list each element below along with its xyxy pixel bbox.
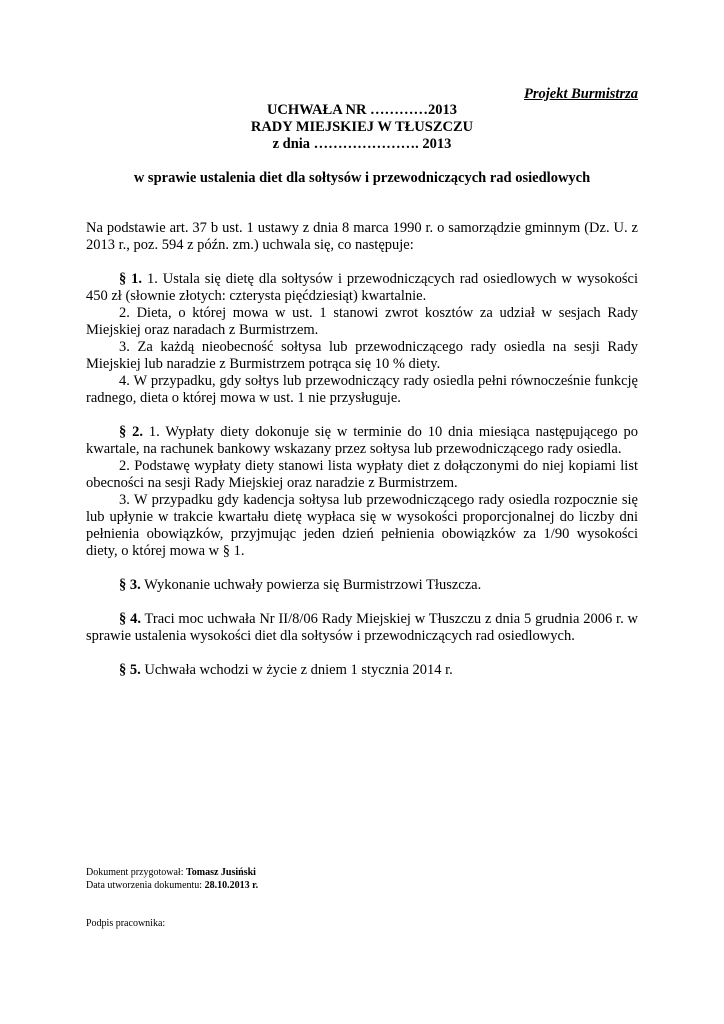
section-2-label: § 2. [119, 424, 143, 440]
section-3-label: § 3. [119, 577, 141, 593]
section-1-para-2: 2. Dieta, o której mowa w ust. 1 stanowi zwrot kosztów za udział w sesjach Rady Miejskiej oraz naradach z Burmistrzem. [86, 305, 638, 338]
section-4-label: § 4. [119, 611, 141, 627]
section-3-text: Wykonanie uchwały powierza się Burmistrzowi Tłuszcza. [144, 577, 482, 593]
resolution-title [86, 102, 638, 153]
section-1-para-1 [86, 271, 638, 305]
title-line-number: UCHWAŁA NR …………2013 [266, 102, 458, 118]
section-5-text: Uchwała wchodzi w życie z dniem 1 stycznia 2014 r. [144, 662, 453, 678]
section-1-para-3: 3. Za każdą nieobecność sołtysa lub przewodniczącego rady osiedla na sesji Rady Miejskiej lub naradzie z Burmistrzem potrąca się 10 % diety. [86, 339, 638, 372]
resolution-body [86, 220, 638, 679]
section-1-label: § 1. [119, 271, 143, 287]
created-date-label: Data utworzenia dokumentu: [86, 880, 203, 891]
section-5-label: § 5. [119, 662, 141, 678]
section-1-para-4: 4. W przypadku, gdy sołtys lub przewodniczący rady osiedla pełni równocześnie funkcję radnego, dieta o której mowa w ust. 1 nie przysługuje. [86, 373, 638, 406]
section-3 [86, 577, 638, 594]
prepared-by-line [86, 866, 258, 879]
created-date-value: 28.10.2013 r. [204, 880, 259, 891]
prepared-by-name: Tomasz Jusiński [185, 867, 256, 878]
title-line-date: z dnia …………………. 2013 [272, 136, 452, 152]
section-2-para-1-text: 1. Wypłaty diety dokonuje się w terminie do 10 dnia miesiąca następującego po kwartale, na rachunek bankowy wskazany przez sołtysa lub przewodniczącego rady osiedla. [86, 424, 638, 457]
created-date-line [86, 879, 258, 892]
section-2-para-3: 3. W przypadku gdy kadencja sołtysa lub przewodniczącego rady osiedla rozpocznie się lub upłynie w trakcie kwartału dietę wypłaca się w wysokości proporcjonalnej do liczby dni pełnienia obowiązków, przyjmując jeden dzień pełnienia obowiązków za 1/90 wysokości diety, o której mowa w § 1. [86, 492, 638, 559]
prepared-by-label: Dokument przygotował: [86, 867, 184, 878]
section-4-text: Traci moc uchwała Nr II/8/06 Rady Miejskiej w Tłuszczu z dnia 5 grudnia 2006 r. w sprawie ustalenia wysokości diet dla sołtysów i przewodniczących rad osiedlowych. [86, 611, 638, 644]
title-line-council: RADY MIEJSKIEJ W TŁUSZCZU [250, 119, 474, 135]
section-5 [86, 662, 638, 679]
section-1-para-1-text: 1. Ustala się dietę dla sołtysów i przewodniczących rad osiedlowych w wysokości 450 zł (słownie złotych: czterysta pięćdziesiąt) kwartalnie. [86, 271, 638, 304]
signature-label: Podpis pracownika: [86, 918, 166, 929]
draft-label: Projekt Burmistrza [523, 86, 638, 102]
preamble: Na podstawie art. 37 b ust. 1 ustawy z dnia 8 marca 1990 r. o samorządzie gminnym (Dz. U. z 2013 r., poz. 594 z późn. zm.) uchwala się, co następuje: [86, 220, 638, 253]
section-2-para-2: 2. Podstawę wypłaty diety stanowi lista wypłaty diet z dołączonymi do niej kopiami list obecności na sesji Rady Miejskiej oraz naradzie z Burmistrzem. [86, 458, 638, 491]
section-2-para-1 [86, 424, 638, 458]
section-4 [86, 611, 638, 645]
document-footer [86, 866, 258, 930]
resolution-subject: w sprawie ustalenia diet dla sołtysów i przewodniczących rad osiedlowych [133, 170, 591, 186]
